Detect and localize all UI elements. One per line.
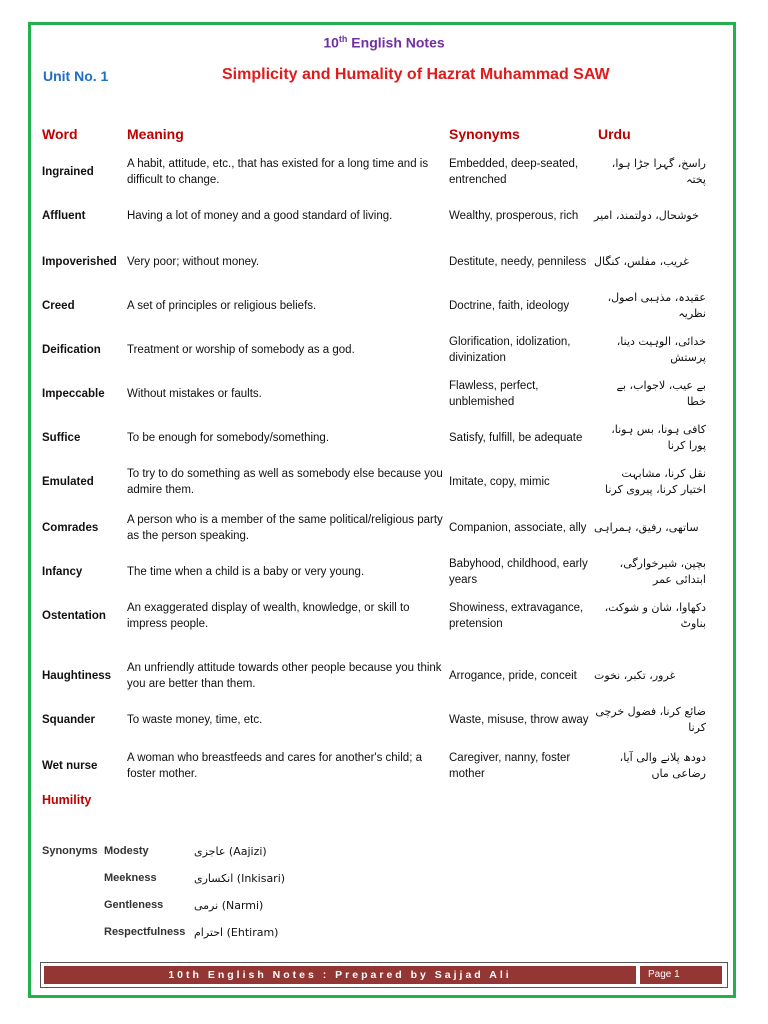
synonym-english: Respectfulness	[104, 926, 186, 938]
column-header-word: Word	[42, 126, 78, 142]
footer	[40, 962, 728, 988]
table-row	[0, 198, 768, 234]
cell-urdu: عقیدہ، مذہبی اصول، نظریہ	[607, 291, 706, 320]
cell-urdu: ضائع کرنا، فضول خرچی کرنا	[595, 705, 706, 734]
synonym-urdu: انکساری (Inkisari)	[194, 872, 286, 885]
cell-urdu: نقل کرنا، مشابہت اختیار کرنا، پیروی کرنا	[604, 467, 706, 496]
column-header-urdu: Urdu	[598, 126, 631, 142]
cell-word: Haughtiness	[42, 670, 112, 682]
unit-label: Unit No. 1	[43, 68, 109, 84]
cell-meaning: To waste money, time, etc.	[127, 714, 263, 726]
cell-word: Deification	[42, 344, 101, 356]
table-row	[0, 154, 768, 190]
cell-word: Squander	[42, 714, 96, 726]
cell-urdu: خوشحال، دولتمند، امیر	[594, 209, 699, 222]
cell-urdu: بچپن، شیرخوارگی، ابتدائی عمر	[619, 557, 706, 586]
table-row	[0, 702, 768, 738]
table-row	[0, 658, 768, 694]
cell-word: Impeccable	[42, 388, 105, 400]
cell-meaning: The time when a child is a baby or very young.	[127, 566, 365, 578]
cell-urdu: دودھ پلانے والی آیا، رضاعی ماں	[619, 751, 706, 780]
cell-meaning: A set of principles or religious beliefs.	[127, 300, 317, 312]
cell-urdu: راسخ، گہرا جڑا ہوا، پختہ	[611, 157, 706, 186]
table-row	[0, 554, 768, 590]
table-row	[0, 464, 768, 500]
cell-word: Creed	[42, 300, 75, 312]
synonym-english: Modesty	[104, 845, 149, 857]
cell-synonyms: Showiness, extravagance, pretension	[449, 602, 584, 630]
cell-meaning: Very poor; without money.	[127, 256, 260, 268]
synonym-urdu: احترام (Ehtiram)	[194, 926, 279, 939]
table-row	[0, 420, 768, 456]
cell-meaning: To try to do something as well as somebody else because you admire them.	[127, 468, 443, 496]
cell-synonyms: Glorification, idolization, divinization	[449, 336, 571, 364]
cell-meaning: An unfriendly attitude towards other people because you think you are better than them.	[127, 662, 442, 690]
table-row	[0, 332, 768, 368]
synonym-urdu: نرمی (Narmi)	[194, 899, 264, 912]
cell-urdu: غریب، مفلس، کنگال	[594, 255, 689, 268]
cell-synonyms: Babyhood, childhood, early years	[449, 558, 588, 586]
cell-synonyms: Imitate, copy, mimic	[449, 476, 550, 488]
cell-synonyms: Wealthy, prosperous, rich	[449, 210, 579, 222]
page-title: 10th English Notes	[323, 34, 445, 51]
cell-word: Infancy	[42, 566, 83, 578]
cell-synonyms: Doctrine, faith, ideology	[449, 300, 570, 312]
footer-credit: 10th English Notes : Prepared by Sajjad Ali	[44, 966, 636, 984]
cell-word: Impoverished	[42, 256, 117, 268]
cell-word: Emulated	[42, 476, 94, 488]
cell-urdu: غرور، تکبر، نخوت	[594, 669, 676, 682]
table-row	[0, 510, 768, 546]
table-row	[0, 288, 768, 324]
cell-synonyms: Embedded, deep-seated, entrenched	[449, 158, 579, 186]
cell-synonyms: Caregiver, nanny, foster mother	[449, 752, 571, 780]
synonym-urdu: عاجزی (Aajizi)	[194, 845, 267, 858]
cell-synonyms: Satisfy, fulfill, be adequate	[449, 432, 583, 444]
table-row	[0, 244, 768, 280]
cell-meaning: A person who is a member of the same political/religious party as the person speaking.	[127, 514, 443, 542]
cell-meaning: An exaggerated display of wealth, knowledge, or skill to impress people.	[127, 602, 410, 630]
cell-synonyms: Destitute, needy, penniless	[449, 256, 587, 268]
cell-word: Affluent	[42, 210, 86, 222]
humility-heading: Humility	[42, 793, 92, 807]
cell-word: Comrades	[42, 522, 99, 534]
cell-urdu: ساتھی، رفیق، ہمراہی	[594, 521, 699, 534]
cell-synonyms: Companion, associate, ally	[449, 522, 587, 534]
cell-meaning: Having a lot of money and a good standard of living.	[127, 210, 393, 222]
table-row	[0, 748, 768, 784]
cell-meaning: Without mistakes or faults.	[127, 388, 262, 400]
synonym-english: Gentleness	[104, 899, 164, 911]
cell-synonyms: Flawless, perfect, unblemished	[449, 380, 539, 408]
cell-synonyms: Waste, misuse, throw away	[449, 714, 589, 726]
cell-word: Wet nurse	[42, 760, 98, 772]
cell-word: Suffice	[42, 432, 81, 444]
cell-word: Ostentation	[42, 610, 106, 622]
cell-word: Ingrained	[42, 166, 94, 178]
cell-urdu: خدائی، الوہیت دینا، پرستش	[616, 335, 706, 364]
column-header-synonyms: Synonyms	[449, 126, 520, 142]
cell-synonyms: Arrogance, pride, conceit	[449, 670, 577, 682]
cell-urdu: دکھاوا، شان و شوکت، بناوٹ	[604, 601, 706, 630]
table-row	[0, 598, 768, 634]
lesson-title: Simplicity and Humality of Hazrat Muhammad SAW	[222, 66, 610, 83]
synonym-english: Meekness	[104, 872, 157, 884]
cell-meaning: To be enough for somebody/something.	[127, 432, 330, 444]
cell-meaning: Treatment or worship of somebody as a god.	[127, 344, 355, 356]
table-row	[0, 376, 768, 412]
cell-urdu: کافی ہونا، بس ہونا، پورا کرنا	[611, 423, 706, 452]
page-number: Page 1	[640, 966, 722, 984]
synonyms-label: Synonyms	[42, 845, 98, 857]
column-header-meaning: Meaning	[127, 126, 184, 142]
cell-meaning: A woman who breastfeeds and cares for another's child; a foster mother.	[127, 752, 422, 780]
cell-urdu: بے عیب، لاجواب، بے خطا	[616, 379, 706, 408]
cell-meaning: A habit, attitude, etc., that has existed for a long time and is difficult to change.	[127, 158, 429, 186]
